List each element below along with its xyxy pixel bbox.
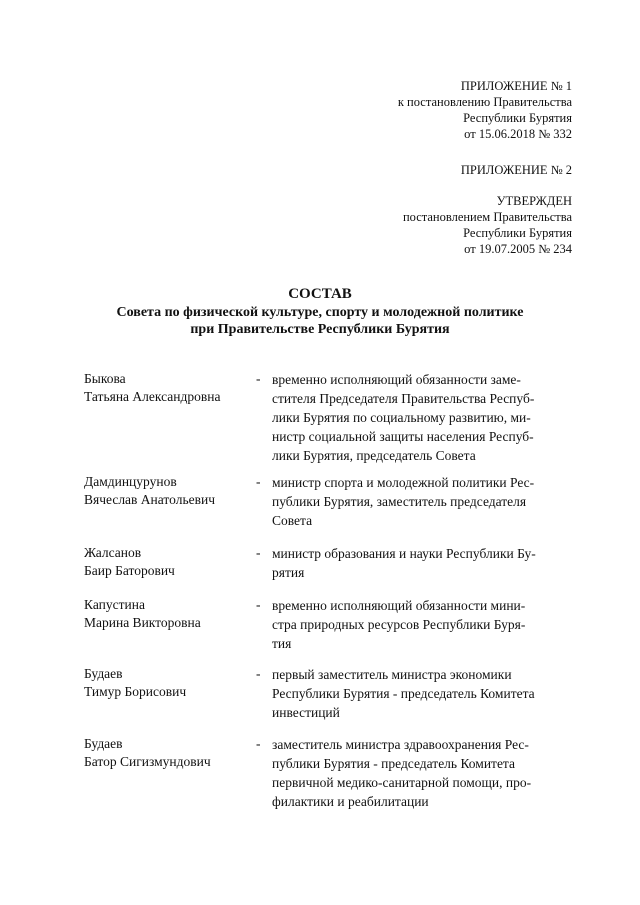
member-person — [84, 370, 264, 406]
appendix-2-line1: постановлением Правительства — [402, 210, 572, 224]
member-role-line: первый заместитель министра экономики — [272, 667, 512, 682]
member-dash: - — [256, 371, 261, 386]
member-role-line: нистр социальной защиты населения Респуб- — [272, 429, 534, 444]
appendix-1-title: ПРИЛОЖЕНИЕ № 1 — [460, 79, 572, 93]
heading-line2: при Правительстве Республики Бурятия — [190, 322, 450, 337]
member-role — [272, 473, 572, 530]
member-role — [272, 735, 572, 811]
member-surname: Капустина — [84, 597, 145, 612]
member-person — [84, 544, 264, 580]
member-role — [272, 544, 572, 582]
member-role-line: заместитель министра здравоохранения Рес- — [272, 737, 529, 752]
heading-title: СОСТАВ — [288, 286, 352, 302]
member-surname: Дамдинцурунов — [84, 474, 177, 489]
member-role-line: временно исполняющий обязанности мини- — [272, 598, 526, 613]
appendix-1-line3: от 15.06.2018 № 332 — [464, 127, 572, 141]
member-role-line: стителя Председателя Правительства Респуб- — [272, 391, 535, 406]
member-role-line: рятия — [272, 565, 305, 580]
member-role — [272, 370, 572, 465]
member-person — [84, 596, 264, 632]
member-role-line: публики Бурятия - председатель Комитета — [272, 756, 515, 771]
appendix-2-title: ПРИЛОЖЕНИЕ № 2 — [460, 163, 572, 177]
member-role-line: стра природных ресурсов Республики Буря- — [272, 617, 526, 632]
member-role-line: первичной медико-санитарной помощи, про- — [272, 775, 532, 790]
member-name: Татьяна Александровна — [84, 389, 221, 404]
member-role — [272, 665, 572, 722]
member-dash: - — [256, 474, 261, 489]
member-dash: - — [256, 597, 261, 612]
appendix-2-approved: УТВЕРЖДЕН — [496, 194, 572, 208]
appendix-1-block — [398, 78, 572, 142]
appendix-2-block — [403, 162, 572, 257]
member-role-line: временно исполняющий обязанности заме- — [272, 372, 521, 387]
member-dash: - — [256, 736, 261, 751]
member-role-line: филактики и реабилитации — [272, 794, 429, 809]
appendix-1-line2: Республики Бурятия — [463, 111, 572, 125]
member-name: Батор Сигизмундович — [84, 754, 211, 769]
appendix-2-line2: Республики Бурятия — [463, 226, 572, 240]
member-name: Тимур Борисович — [84, 684, 187, 699]
member-role-line: Республики Бурятия - председатель Комитета — [272, 686, 535, 701]
member-dash: - — [256, 666, 261, 681]
appendix-2-line3: от 19.07.2005 № 234 — [464, 242, 572, 256]
member-dash: - — [256, 545, 261, 560]
member-role-line: публики Бурятия, заместитель председателя — [272, 494, 527, 509]
member-role-line: министр образования и науки Республики Бу- — [272, 546, 536, 561]
member-person — [84, 473, 264, 509]
member-person — [84, 735, 264, 771]
member-surname: Быкова — [84, 371, 126, 386]
member-name: Марина Викторовна — [84, 615, 201, 630]
member-surname: Будаев — [84, 736, 123, 751]
appendix-1-line1: к постановлению Правительства — [397, 95, 572, 109]
member-name: Баир Баторович — [84, 563, 175, 578]
member-role-line: тия — [272, 636, 292, 651]
member-surname: Будаев — [84, 666, 123, 681]
member-role-line: министр спорта и молодежной политики Рес- — [272, 475, 535, 490]
member-person — [84, 665, 264, 701]
member-surname: Жалсанов — [84, 545, 142, 560]
member-name: Вячеслав Анатольевич — [84, 492, 215, 507]
member-role-line: Совета — [272, 513, 313, 528]
member-role-line: лики Бурятия, председатель Совета — [272, 448, 476, 463]
member-role-line: инвестиций — [272, 705, 340, 720]
member-role — [272, 596, 572, 653]
member-role-line: лики Бурятия по социальному развитию, ми- — [272, 410, 531, 425]
heading-line1: Совета по физической культуре, спорту и молодежной политике — [116, 305, 524, 320]
document-heading — [60, 286, 580, 338]
